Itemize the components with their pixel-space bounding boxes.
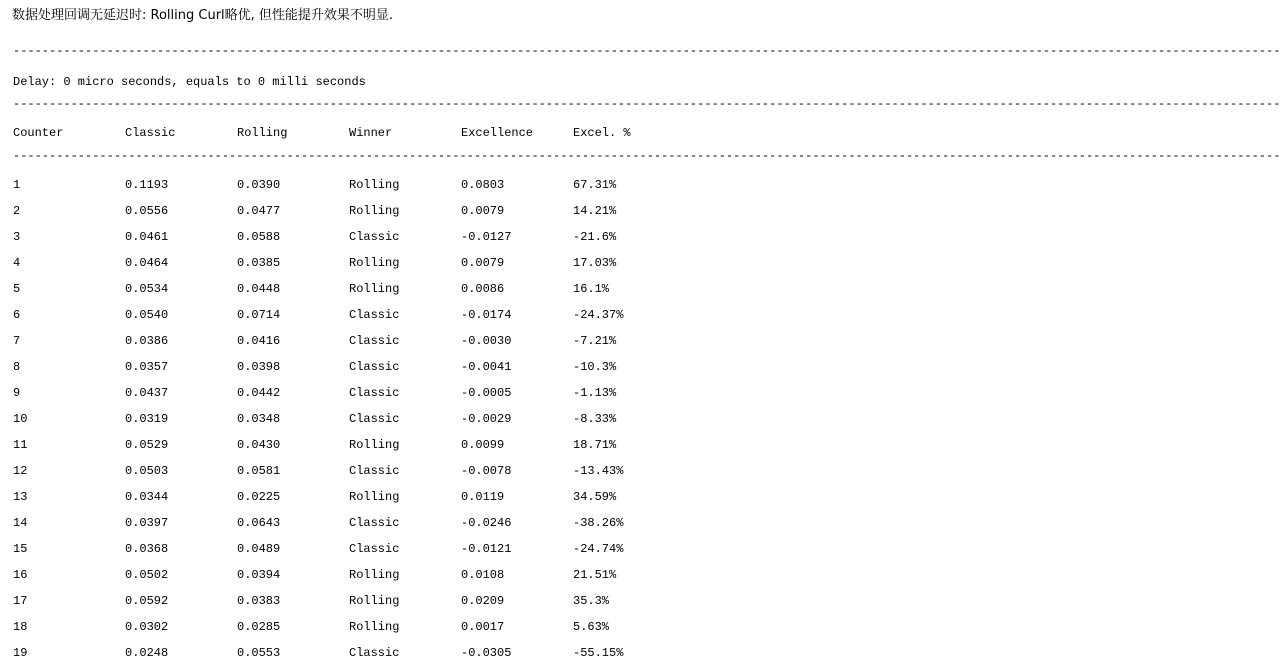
excel-percent-cell: 5.63%: [573, 620, 610, 634]
excel-percent-cell: 17.03%: [573, 256, 617, 270]
counter-cell: 6: [13, 308, 21, 322]
classic-cell: 0.0592: [125, 594, 169, 608]
rolling-cell: 0.0477: [237, 204, 281, 218]
rolling-cell: 0.0448: [237, 282, 281, 296]
table-row: [13, 358, 693, 376]
table-row: [13, 540, 693, 558]
table-row: [13, 514, 693, 532]
rolling-cell: 0.0442: [237, 386, 281, 400]
classic-cell: 0.0368: [125, 542, 169, 556]
counter-cell: 9: [13, 386, 21, 400]
excel-percent-cell: -24.37%: [573, 308, 624, 322]
winner-cell: Rolling: [349, 620, 400, 634]
rolling-cell: 0.0581: [237, 464, 281, 478]
column-header-rolling: Rolling: [237, 126, 288, 140]
rolling-cell: 0.0348: [237, 412, 281, 426]
table-row: [13, 228, 693, 246]
winner-cell: Rolling: [349, 256, 400, 270]
excel-percent-cell: -24.74%: [573, 542, 624, 556]
counter-cell: 1: [13, 178, 21, 192]
winner-cell: Classic: [349, 334, 400, 348]
column-header-counter: Counter: [13, 126, 64, 140]
excellence-cell: -0.0305: [461, 646, 512, 660]
classic-cell: 0.0461: [125, 230, 169, 244]
winner-cell: Rolling: [349, 178, 400, 192]
excellence-cell: 0.0108: [461, 568, 505, 582]
classic-cell: 0.0437: [125, 386, 169, 400]
excellence-cell: 0.0079: [461, 204, 505, 218]
excel-percent-cell: 16.1%: [573, 282, 610, 296]
table-row: [13, 384, 693, 402]
counter-cell: 16: [13, 568, 28, 582]
column-header-classic: Classic: [125, 126, 176, 140]
winner-cell: Classic: [349, 412, 400, 426]
excel-percent-cell: -10.3%: [573, 360, 617, 374]
excellence-cell: 0.0119: [461, 490, 505, 504]
counter-cell: 17: [13, 594, 28, 608]
table-row: [13, 644, 693, 662]
counter-cell: 10: [13, 412, 28, 426]
column-header-winner: Winner: [349, 126, 393, 140]
excel-percent-cell: 35.3%: [573, 594, 610, 608]
classic-cell: 0.0302: [125, 620, 169, 634]
excellence-cell: -0.0121: [461, 542, 512, 556]
classic-cell: 0.0534: [125, 282, 169, 296]
classic-cell: 0.0357: [125, 360, 169, 374]
table-row: [13, 462, 693, 480]
rolling-cell: 0.0643: [237, 516, 281, 530]
counter-cell: 12: [13, 464, 28, 478]
classic-cell: 0.0503: [125, 464, 169, 478]
winner-cell: Classic: [349, 386, 400, 400]
excel-percent-cell: -21.6%: [573, 230, 617, 244]
rolling-cell: 0.0394: [237, 568, 281, 582]
table-row: [13, 410, 693, 428]
table-row: [13, 280, 693, 298]
classic-cell: 0.0344: [125, 490, 169, 504]
separator-top: --------------------------------------------------------------------------------------------------------------------------------------------------------------------------------: [13, 44, 1280, 58]
excel-percent-cell: -7.21%: [573, 334, 617, 348]
excellence-cell: -0.0030: [461, 334, 512, 348]
table-row: [13, 436, 693, 454]
classic-cell: 0.0464: [125, 256, 169, 270]
table-row: [13, 254, 693, 272]
table-row: [13, 592, 693, 610]
rolling-cell: 0.0553: [237, 646, 281, 660]
winner-cell: Classic: [349, 464, 400, 478]
classic-cell: 0.0556: [125, 204, 169, 218]
table-row: [13, 618, 693, 636]
excel-percent-cell: 14.21%: [573, 204, 617, 218]
excel-percent-cell: -13.43%: [573, 464, 624, 478]
excellence-cell: -0.0078: [461, 464, 512, 478]
heading: 数据处理回调无延迟时: Rolling Curl略优, 但性能提升效果不明显.: [12, 8, 394, 23]
winner-cell: Rolling: [349, 438, 400, 452]
table-header: [13, 124, 693, 142]
winner-cell: Classic: [349, 308, 400, 322]
counter-cell: 13: [13, 490, 28, 504]
winner-cell: Classic: [349, 542, 400, 556]
counter-cell: 18: [13, 620, 28, 634]
winner-cell: Rolling: [349, 204, 400, 218]
excel-percent-cell: 18.71%: [573, 438, 617, 452]
excellence-cell: 0.0209: [461, 594, 505, 608]
rolling-cell: 0.0285: [237, 620, 281, 634]
rolling-cell: 0.0430: [237, 438, 281, 452]
excellence-cell: -0.0041: [461, 360, 512, 374]
rolling-cell: 0.0588: [237, 230, 281, 244]
counter-cell: 19: [13, 646, 28, 660]
delay-line: Delay: 0 micro seconds, equals to 0 milli seconds: [13, 75, 366, 89]
excel-percent-cell: 21.51%: [573, 568, 617, 582]
rolling-cell: 0.0383: [237, 594, 281, 608]
classic-cell: 0.1193: [125, 178, 169, 192]
classic-cell: 0.0502: [125, 568, 169, 582]
winner-cell: Classic: [349, 360, 400, 374]
classic-cell: 0.0540: [125, 308, 169, 322]
counter-cell: 14: [13, 516, 28, 530]
excellence-cell: 0.0017: [461, 620, 505, 634]
classic-cell: 0.0529: [125, 438, 169, 452]
table-row: [13, 176, 693, 194]
excel-percent-cell: -55.15%: [573, 646, 624, 660]
excellence-cell: -0.0029: [461, 412, 512, 426]
table-row: [13, 202, 693, 220]
table-row: [13, 488, 693, 506]
excellence-cell: 0.0803: [461, 178, 505, 192]
winner-cell: Rolling: [349, 594, 400, 608]
excellence-cell: -0.0127: [461, 230, 512, 244]
excellence-cell: 0.0099: [461, 438, 505, 452]
rolling-cell: 0.0398: [237, 360, 281, 374]
table-row: [13, 306, 693, 324]
column-header-excellence: Excellence: [461, 126, 534, 140]
winner-cell: Classic: [349, 230, 400, 244]
classic-cell: 0.0248: [125, 646, 169, 660]
excel-percent-cell: 67.31%: [573, 178, 617, 192]
rolling-cell: 0.0385: [237, 256, 281, 270]
excellence-cell: 0.0086: [461, 282, 505, 296]
separator-header: --------------------------------------------------------------------------------------------------------------------------------------------------------------------------------: [13, 149, 1280, 163]
winner-cell: Rolling: [349, 282, 400, 296]
rolling-cell: 0.0390: [237, 178, 281, 192]
counter-cell: 15: [13, 542, 28, 556]
excellence-cell: 0.0079: [461, 256, 505, 270]
winner-cell: Rolling: [349, 490, 400, 504]
classic-cell: 0.0386: [125, 334, 169, 348]
excellence-cell: -0.0174: [461, 308, 512, 322]
classic-cell: 0.0397: [125, 516, 169, 530]
counter-cell: 3: [13, 230, 21, 244]
excel-percent-cell: -1.13%: [573, 386, 617, 400]
winner-cell: Rolling: [349, 568, 400, 582]
winner-cell: Classic: [349, 646, 400, 660]
table-row: [13, 332, 693, 350]
counter-cell: 11: [13, 438, 28, 452]
excellence-cell: -0.0005: [461, 386, 512, 400]
rolling-cell: 0.0225: [237, 490, 281, 504]
table-row: [13, 566, 693, 584]
counter-cell: 4: [13, 256, 21, 270]
rolling-cell: 0.0416: [237, 334, 281, 348]
classic-cell: 0.0319: [125, 412, 169, 426]
rolling-cell: 0.0714: [237, 308, 281, 322]
winner-cell: Classic: [349, 516, 400, 530]
counter-cell: 2: [13, 204, 21, 218]
excellence-cell: -0.0246: [461, 516, 512, 530]
rolling-cell: 0.0489: [237, 542, 281, 556]
counter-cell: 8: [13, 360, 21, 374]
counter-cell: 5: [13, 282, 21, 296]
separator-middle: --------------------------------------------------------------------------------------------------------------------------------------------------------------------------------: [13, 97, 1280, 111]
column-header-excel-percent: Excel. %: [573, 126, 631, 140]
counter-cell: 7: [13, 334, 21, 348]
excel-percent-cell: -38.26%: [573, 516, 624, 530]
excel-percent-cell: -8.33%: [573, 412, 617, 426]
excel-percent-cell: 34.59%: [573, 490, 617, 504]
